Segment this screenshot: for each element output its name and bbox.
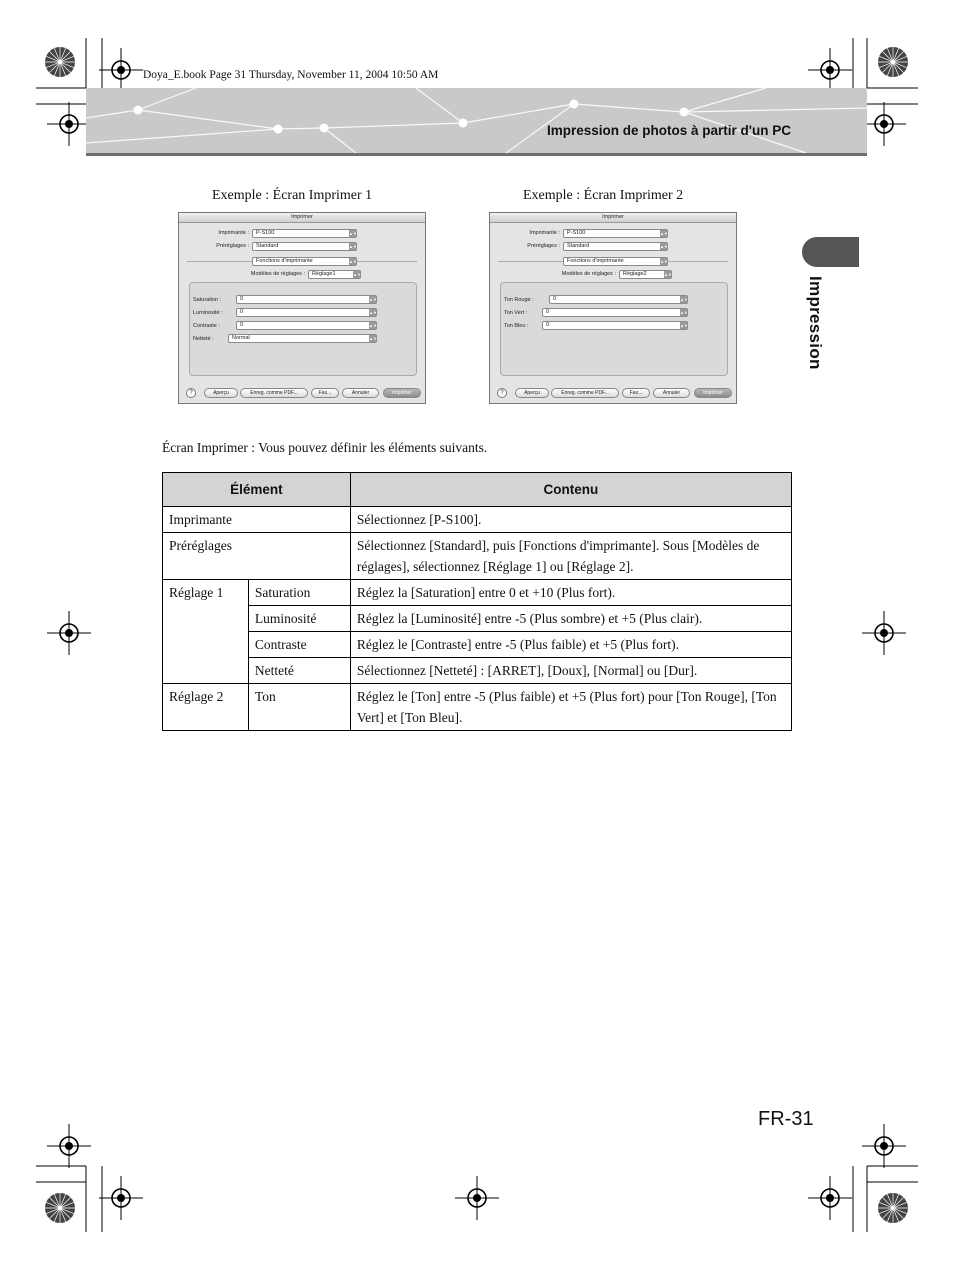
- dialog-title: Imprimer: [490, 213, 736, 223]
- table-row: [163, 606, 792, 632]
- save-pdf-button[interactable]: Enreg. comme PDF...: [551, 388, 619, 398]
- fax-button[interactable]: Fax...: [311, 388, 339, 398]
- stepper-icon: ▲▼: [369, 297, 377, 302]
- preview-button[interactable]: Aperçu: [515, 388, 549, 398]
- row-content: Sélectionnez [Netteté] : [ARRET], [Doux], [Normal] ou [Dur].: [350, 658, 791, 684]
- features-select[interactable]: Fonctions d'imprimante ▲▼: [563, 257, 668, 266]
- cancel-button[interactable]: Annuler: [342, 388, 379, 398]
- presets-select[interactable]: Standard ▲▼: [252, 242, 357, 251]
- presets-label: Préréglages :: [527, 243, 560, 249]
- table-row: [163, 533, 792, 580]
- printer-label: Imprimante :: [218, 230, 249, 236]
- stepper-icon: ▲▼: [349, 244, 357, 249]
- row-sub-label: Ton: [248, 684, 350, 731]
- chapter-label: Impression: [806, 276, 825, 370]
- print-dialog-2: [489, 212, 737, 404]
- banner-underline: [86, 153, 867, 156]
- row-label: Préréglages: [163, 533, 351, 580]
- help-button[interactable]: ?: [186, 388, 196, 398]
- printer-label: Imprimante :: [529, 230, 560, 236]
- fax-button[interactable]: Fax...: [622, 388, 650, 398]
- row-sub-label: Netteté: [248, 658, 350, 684]
- contrast-select[interactable]: 0 ▲▼: [236, 321, 377, 330]
- intro-text: Écran Imprimer : Vous pouvez définir les éléments suivants.: [162, 440, 488, 455]
- header-element: Élément: [163, 473, 351, 507]
- models-select[interactable]: Réglage1 ▲▼: [308, 270, 361, 279]
- field-label: Saturation :: [193, 297, 222, 303]
- print-dialog-1: [178, 212, 426, 404]
- row-content: Sélectionnez [P-S100].: [350, 507, 791, 533]
- help-button[interactable]: ?: [497, 388, 507, 398]
- cancel-button[interactable]: Annuler: [653, 388, 690, 398]
- row-sub-label: Luminosité: [248, 606, 350, 632]
- stepper-icon: ▲▼: [369, 310, 377, 315]
- row-content: Réglez le [Ton] entre -5 (Plus faible) et +5 (Plus fort) pour [Ton Rouge], [Ton Vert] et [Ton Bleu].: [350, 684, 791, 731]
- table-row: [163, 580, 792, 606]
- stepper-icon: ▲▼: [353, 272, 361, 277]
- features-select[interactable]: Fonctions d'imprimante ▲▼: [252, 257, 357, 266]
- stepper-icon: ▲▼: [369, 323, 377, 328]
- page-number: FR-31: [758, 1108, 814, 1130]
- tone-red-select[interactable]: 0 ▲▼: [549, 295, 688, 304]
- print-button[interactable]: Imprimer: [383, 388, 421, 398]
- stepper-icon: ▲▼: [369, 336, 377, 341]
- stepper-icon: ▲▼: [349, 231, 357, 236]
- field-label: Netteté :: [193, 336, 214, 342]
- running-title: Impression de photos à partir d'un PC: [547, 123, 791, 138]
- settings-table: [162, 472, 792, 731]
- row-content: Sélectionnez [Standard], puis [Fonctions d'imprimante]. Sous [Modèles de réglages], sélectionnez [Réglage 1] ou [Réglage 2].: [350, 533, 791, 580]
- row-content: Réglez le [Contraste] entre -5 (Plus faible) et +5 (Plus fort).: [350, 632, 791, 658]
- printer-select[interactable]: P-S100 ▲▼: [252, 229, 357, 238]
- tone-blue-select[interactable]: 0 ▲▼: [542, 321, 688, 330]
- presets-select[interactable]: Standard ▲▼: [563, 242, 668, 251]
- presets-label: Préréglages :: [216, 243, 249, 249]
- stepper-icon: ▲▼: [680, 323, 688, 328]
- stepper-icon: ▲▼: [680, 310, 688, 315]
- row-sub-label: Contraste: [248, 632, 350, 658]
- stepper-icon: ▲▼: [660, 231, 668, 236]
- row-group-label: Réglage 1: [163, 580, 249, 684]
- banner-network-graphic: [86, 88, 867, 153]
- table-header-row: [163, 473, 792, 507]
- file-stamp: Doya_E.book Page 31 Thursday, November 11, 2004 10:50 AM: [143, 69, 439, 81]
- stepper-icon: ▲▼: [680, 297, 688, 302]
- table-row: [163, 684, 792, 731]
- models-label: Modèles de réglages :: [250, 271, 305, 277]
- models-select[interactable]: Réglage2 ▲▼: [619, 270, 672, 279]
- table-row: [163, 658, 792, 684]
- row-sub-label: Saturation: [248, 580, 350, 606]
- field-label: Ton Vert :: [504, 310, 528, 316]
- table-row: [163, 507, 792, 533]
- row-content: Réglez la [Luminosité] entre -5 (Plus sombre) et +5 (Plus clair).: [350, 606, 791, 632]
- example-1-caption: Exemple : Écran Imprimer 1: [212, 188, 373, 203]
- table-row: [163, 632, 792, 658]
- row-group-label: Réglage 2: [163, 684, 249, 731]
- preview-button[interactable]: Aperçu: [204, 388, 238, 398]
- chapter-tab: [802, 237, 859, 267]
- row-label: Imprimante: [163, 507, 351, 533]
- field-label: Ton Bleu :: [504, 323, 529, 329]
- row-content: Réglez la [Saturation] entre 0 et +10 (Plus fort).: [350, 580, 791, 606]
- field-label: Luminosité :: [193, 310, 223, 316]
- header-content: Contenu: [350, 473, 791, 507]
- luminosity-select[interactable]: 0 ▲▼: [236, 308, 377, 317]
- example-2-caption: Exemple : Écran Imprimer 2: [523, 188, 684, 203]
- print-button[interactable]: Imprimer: [694, 388, 732, 398]
- field-label: Contraste :: [193, 323, 220, 329]
- field-label: Ton Rouge :: [504, 297, 534, 303]
- tone-green-select[interactable]: 0 ▲▼: [542, 308, 688, 317]
- printer-select[interactable]: P-S100 ▲▼: [563, 229, 668, 238]
- models-label: Modèles de réglages :: [561, 271, 616, 277]
- saturation-select[interactable]: 0 ▲▼: [236, 295, 377, 304]
- dialog-title: Imprimer: [179, 213, 425, 223]
- stepper-icon: ▲▼: [660, 244, 668, 249]
- stepper-icon: ▲▼: [660, 259, 668, 264]
- sharpness-select[interactable]: Normal ▲▼: [228, 334, 377, 343]
- stepper-icon: ▲▼: [349, 259, 357, 264]
- save-pdf-button[interactable]: Enreg. comme PDF...: [240, 388, 308, 398]
- stepper-icon: ▲▼: [664, 272, 672, 277]
- header-banner: [86, 88, 867, 153]
